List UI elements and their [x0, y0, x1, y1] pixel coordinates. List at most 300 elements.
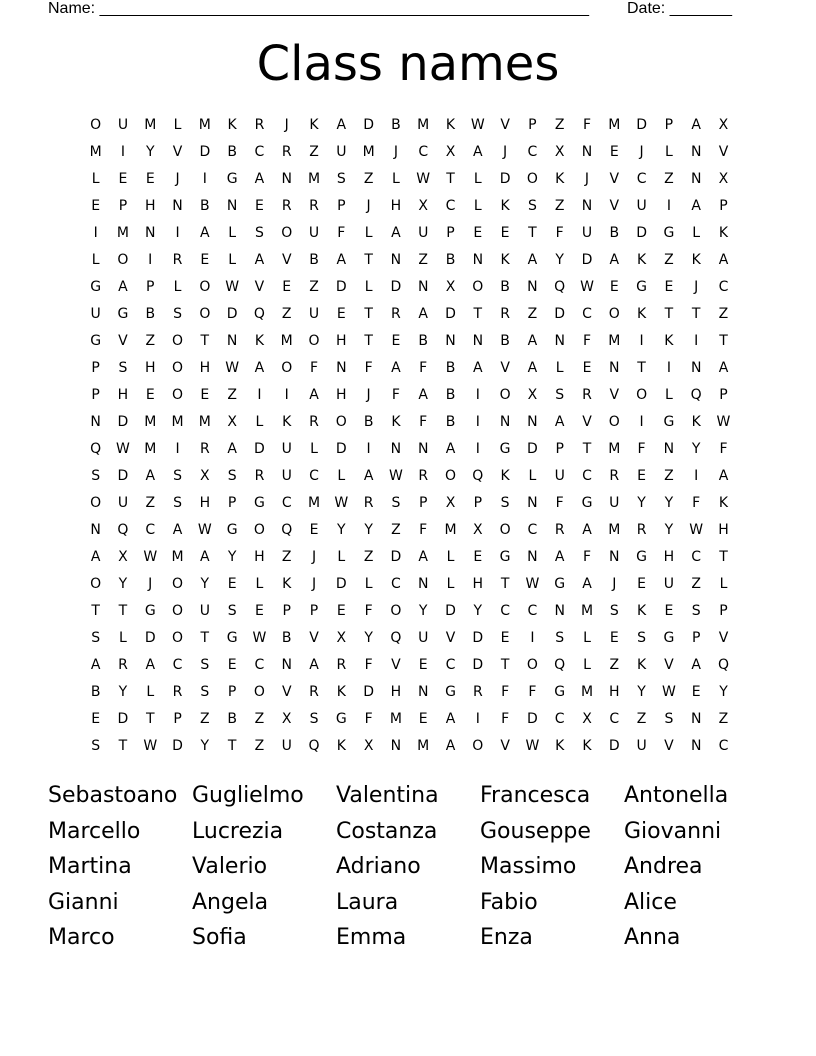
grid-letter: P [173, 711, 182, 727]
grid-letter: Z [691, 576, 701, 592]
grid-letter: V [718, 144, 729, 160]
grid-letter: S [118, 360, 128, 376]
grid-letter: O [199, 279, 211, 295]
grid-letter: H [472, 576, 484, 592]
word-list-item: Fabio [480, 889, 538, 915]
grid-row [82, 274, 737, 301]
grid-letter: Y [200, 576, 210, 592]
grid-letter: N [527, 414, 538, 430]
grid-letter: N [554, 603, 565, 619]
word-list [48, 778, 768, 956]
grid-letter: Z [554, 198, 565, 214]
word-list-item: Giovanni [624, 818, 722, 844]
grid-letter: H [718, 522, 729, 538]
word-search-grid [82, 112, 737, 760]
grid-letter: U [418, 225, 429, 241]
word-list-item: Adriano [336, 854, 421, 879]
grid-letter: G [226, 630, 238, 646]
grid-letter: Z [363, 549, 374, 565]
grid-letter: B [391, 117, 401, 133]
grid-letter: C [309, 468, 319, 484]
grid-letter: H [144, 360, 156, 376]
grid-letter: I [475, 387, 480, 403]
grid-letter: Z [227, 387, 237, 403]
grid-letter: S [173, 306, 182, 322]
word-list-item: Enza [480, 925, 533, 950]
grid-letter: T [500, 657, 510, 673]
grid-letter: V [664, 738, 674, 754]
grid-letter: H [144, 198, 156, 214]
grid-letter: N [281, 657, 292, 673]
grid-letter: G [254, 495, 265, 511]
grid-letter: I [639, 414, 644, 430]
grid-letter: C [391, 576, 401, 592]
grid-letter: T [145, 711, 155, 727]
grid-letter: Q [554, 279, 566, 295]
grid-letter: N [417, 279, 429, 295]
grid-letter: V [391, 657, 401, 673]
grid-letter: E [664, 603, 674, 619]
grid-letter: O [199, 306, 211, 322]
word-list-item: Andrea [624, 854, 703, 879]
grid-letter: W [225, 279, 240, 295]
grid-letter: R [172, 684, 183, 700]
grid-letter: R [363, 495, 374, 511]
grid-letter: T [118, 603, 128, 619]
grid-letter: K [691, 414, 701, 430]
grid-letter: Z [309, 144, 319, 160]
grid-letter: E [664, 279, 674, 295]
grid-letter: F [501, 711, 510, 727]
grid-letter: G [663, 630, 675, 646]
grid-letter: A [118, 279, 128, 295]
grid-letter: I [175, 225, 180, 241]
grid-letter: A [527, 360, 538, 376]
grid-letter: Z [200, 711, 210, 727]
grid-letter: N [554, 333, 565, 349]
grid-letter: P [719, 603, 728, 619]
grid-letter: I [120, 144, 126, 160]
grid-letter: L [228, 252, 237, 268]
grid-letter: K [582, 738, 592, 754]
grid-letter: I [93, 225, 98, 241]
grid-letter: B [445, 252, 456, 268]
grid-letter: D [390, 279, 402, 295]
grid-letter: K [391, 414, 401, 430]
grid-letter: X [718, 171, 729, 187]
grid-letter: S [691, 603, 701, 619]
grid-letter: S [555, 630, 565, 646]
grid-letter: T [719, 333, 728, 349]
grid-letter: P [418, 495, 428, 511]
grid-letter: Y [418, 603, 428, 619]
grid-letter: A [718, 468, 729, 484]
grid-letter: U [554, 468, 565, 484]
grid-letter: O [335, 414, 347, 430]
grid-letter: G [445, 684, 456, 700]
word-list-item: Emma [336, 925, 407, 950]
grid-letter: W [197, 522, 212, 538]
grid-letter: G [90, 333, 102, 349]
grid-letter: B [445, 387, 456, 403]
grid-letter: N [527, 279, 538, 295]
grid-letter: Y [637, 495, 646, 511]
grid-letter: V [254, 279, 265, 295]
grid-letter: K [254, 333, 265, 349]
grid-row [82, 220, 737, 247]
grid-letter: D [390, 549, 402, 565]
grid-letter: Q [308, 738, 320, 754]
word-list-item: Martina [48, 854, 132, 879]
grid-letter: H [390, 198, 402, 214]
grid-letter: V [609, 387, 620, 403]
grid-letter: N [527, 549, 538, 565]
word-list-item: Sofia [192, 925, 247, 950]
grid-letter: M [116, 225, 129, 241]
grid-letter: I [257, 387, 262, 403]
grid-letter: F [582, 333, 592, 349]
grid-letter: T [200, 630, 210, 646]
grid-letter: R [636, 522, 647, 538]
grid-letter: F [501, 684, 510, 700]
grid-letter: C [254, 657, 265, 673]
grid-letter: K [227, 117, 237, 133]
grid-letter: R [118, 657, 128, 673]
grid-letter: U [308, 225, 320, 241]
grid-letter: A [691, 198, 701, 214]
grid-letter: G [554, 684, 566, 700]
grid-letter: F [528, 684, 537, 700]
grid-letter: T [637, 360, 646, 376]
grid-letter: A [527, 333, 538, 349]
grid-letter: P [691, 630, 701, 646]
grid-letter: Y [637, 684, 646, 700]
grid-letter: W [470, 117, 485, 133]
grid-letter: H [390, 684, 402, 700]
grid-row [82, 355, 737, 382]
grid-letter: R [309, 198, 319, 214]
grid-letter: K [636, 306, 647, 322]
grid-letter: Q [554, 657, 566, 673]
grid-letter: N [690, 144, 702, 160]
grid-letter: A [609, 252, 620, 268]
grid-letter: U [281, 738, 292, 754]
grid-letter: S [254, 225, 264, 241]
grid-letter: D [117, 414, 129, 430]
grid-letter: L [364, 225, 373, 241]
grid-row [82, 517, 737, 544]
grid-letter: X [418, 198, 428, 214]
grid-letter: O [608, 306, 620, 322]
grid-letter: K [718, 495, 729, 511]
grid-letter: I [694, 333, 699, 349]
word-list-item: Valentina [336, 783, 439, 808]
grid-letter: B [500, 333, 510, 349]
grid-letter: K [636, 252, 647, 268]
grid-letter: O [281, 360, 293, 376]
word-list-item: Massimo [480, 854, 577, 879]
grid-letter: V [609, 198, 620, 214]
grid-letter: C [500, 603, 510, 619]
grid-letter: K [500, 198, 510, 214]
grid-letter: Q [472, 468, 484, 484]
word-row [48, 778, 768, 814]
grid-letter: W [689, 522, 704, 538]
grid-letter: Z [309, 279, 319, 295]
grid-letter: U [90, 306, 101, 322]
grid-letter: E [227, 657, 237, 673]
grid-row [82, 625, 737, 652]
grid-letter: N [472, 333, 484, 349]
grid-letter: L [91, 171, 100, 187]
grid-letter: K [691, 252, 701, 268]
grid-letter: Z [609, 657, 620, 673]
grid-letter: Y [118, 576, 128, 592]
grid-letter: Z [391, 522, 401, 538]
grid-letter: J [393, 144, 398, 160]
grid-letter: Z [281, 306, 292, 322]
grid-letter: T [500, 576, 510, 592]
grid-letter: L [228, 225, 237, 241]
grid-letter: Z [718, 306, 729, 322]
grid-letter: A [418, 549, 428, 565]
grid-letter: T [719, 549, 728, 565]
grid-letter: Z [664, 171, 674, 187]
word-list-item: Francesca [480, 783, 591, 808]
grid-letter: Y [118, 684, 128, 700]
grid-letter: L [337, 468, 346, 484]
grid-letter: O [172, 360, 184, 376]
grid-letter: L [337, 549, 346, 565]
grid-letter: P [555, 441, 564, 457]
grid-letter: V [582, 414, 592, 430]
grid-letter: E [227, 576, 237, 592]
grid-letter: T [364, 306, 373, 322]
grid-letter: N [281, 171, 292, 187]
grid-letter: N [690, 738, 702, 754]
grid-letter: L [692, 225, 701, 241]
grid-letter: J [311, 549, 317, 565]
grid-letter: U [636, 198, 647, 214]
grid-letter: A [418, 306, 428, 322]
grid-letter: R [281, 144, 292, 160]
word-list-item: Costanza [336, 818, 438, 844]
grid-letter: Q [281, 522, 293, 538]
word-row [48, 885, 768, 921]
grid-letter: X [227, 414, 237, 430]
grid-letter: I [175, 441, 180, 457]
grid-letter: W [143, 738, 158, 754]
word-list-item: Alice [624, 889, 677, 915]
grid-letter: D [335, 576, 347, 592]
grid-letter: V [500, 360, 510, 376]
grid-letter: U [199, 603, 210, 619]
grid-letter: P [446, 225, 455, 241]
word-list-item: Marco [48, 925, 115, 950]
grid-letter: L [119, 630, 127, 646]
grid-letter: X [118, 549, 128, 565]
grid-letter: P [282, 603, 291, 619]
grid-letter: C [609, 711, 620, 727]
grid-letter: Z [281, 549, 292, 565]
grid-letter: O [90, 576, 102, 592]
grid-letter: R [199, 441, 210, 457]
grid-letter: E [91, 711, 101, 727]
grid-letter: D [499, 171, 511, 187]
grid-letter: E [336, 603, 346, 619]
grid-letter: U [636, 738, 647, 754]
grid-letter: T [364, 252, 373, 268]
grid-letter: L [91, 252, 100, 268]
grid-letter: S [637, 630, 647, 646]
word-list-item: Sebastoano [48, 783, 178, 808]
grid-letter: E [473, 225, 483, 241]
grid-letter: T [200, 333, 210, 349]
grid-letter: U [663, 576, 674, 592]
grid-letter: A [254, 360, 265, 376]
grid-letter: S [555, 387, 565, 403]
grid-letter: C [527, 144, 538, 160]
grid-letter: J [584, 171, 590, 187]
grid-letter: X [527, 387, 538, 403]
grid-letter: X [582, 711, 592, 727]
grid-letter: N [690, 360, 702, 376]
grid-letter: Y [337, 522, 346, 538]
grid-letter: L [392, 171, 400, 187]
grid-letter: E [500, 225, 510, 241]
grid-letter: T [528, 225, 537, 241]
grid-letter: E [200, 387, 210, 403]
grid-letter: D [636, 225, 647, 241]
grid-letter: D [172, 738, 183, 754]
grid-letter: F [337, 225, 346, 241]
grid-letter: L [173, 279, 182, 295]
grid-letter: K [500, 252, 510, 268]
grid-letter: E [145, 387, 155, 403]
grid-letter: H [254, 549, 265, 565]
grid-letter: A [554, 414, 565, 430]
grid-letter: Y [555, 252, 564, 268]
grid-letter: P [227, 684, 237, 700]
grid-letter: C [718, 738, 729, 754]
grid-letter: G [144, 603, 156, 619]
grid-letter: H [609, 684, 620, 700]
grid-letter: L [528, 468, 537, 484]
grid-letter: A [309, 387, 319, 403]
grid-letter: R [609, 468, 620, 484]
grid-row [82, 301, 737, 328]
grid-letter: U [418, 630, 429, 646]
grid-letter: Z [664, 468, 674, 484]
grid-letter: F [419, 414, 428, 430]
grid-letter: F [555, 225, 564, 241]
grid-letter: A [309, 657, 319, 673]
grid-letter: B [145, 306, 156, 322]
grid-letter: Y [364, 630, 373, 646]
grid-letter: M [144, 441, 157, 457]
grid-letter: C [445, 198, 456, 214]
grid-letter: A [445, 738, 456, 754]
grid-letter: E [609, 279, 619, 295]
grid-letter: O [526, 171, 538, 187]
grid-letter: M [198, 414, 211, 430]
grid-row [82, 544, 737, 571]
grid-letter: Z [554, 117, 565, 133]
grid-letter: W [334, 495, 349, 511]
grid-letter: B [418, 333, 429, 349]
grid-letter: B [227, 711, 237, 727]
grid-letter: Z [418, 252, 428, 268]
grid-letter: N [390, 252, 402, 268]
grid-letter: O [172, 576, 184, 592]
grid-letter: O [308, 333, 320, 349]
grid-letter: L [664, 387, 673, 403]
grid-letter: Q [90, 441, 102, 457]
grid-letter: I [639, 333, 644, 349]
grid-letter: Y [691, 441, 701, 457]
grid-letter: L [255, 414, 264, 430]
word-list-item: Laura [336, 889, 399, 915]
grid-letter: N [417, 441, 429, 457]
grid-letter: S [309, 711, 319, 727]
grid-letter: L [364, 279, 373, 295]
grid-letter: O [253, 684, 265, 700]
grid-letter: M [144, 117, 157, 133]
grid-letter: F [364, 603, 373, 619]
grid-letter: A [363, 468, 374, 484]
grid-letter: J [366, 387, 371, 403]
word-row [48, 920, 768, 956]
grid-letter: O [172, 387, 184, 403]
grid-letter: F [719, 441, 728, 457]
grid-letter: L [364, 576, 373, 592]
grid-letter: W [525, 576, 540, 592]
grid-letter: W [388, 468, 403, 484]
grid-letter: Z [636, 711, 647, 727]
grid-letter: E [391, 333, 401, 349]
grid-letter: C [281, 495, 292, 511]
grid-row [82, 652, 737, 679]
grid-letter: E [255, 198, 264, 214]
grid-letter: L [173, 117, 182, 133]
grid-letter: D [363, 117, 374, 133]
word-list-item: Anna [624, 925, 681, 950]
grid-letter: X [473, 522, 483, 538]
grid-letter: F [309, 360, 319, 376]
grid-letter: A [691, 117, 701, 133]
grid-letter: D [445, 306, 456, 322]
grid-letter: E [473, 549, 483, 565]
grid-letter: A [473, 360, 483, 376]
grid-letter: F [582, 549, 592, 565]
grid-letter: N [581, 144, 593, 160]
grid-letter: V [664, 657, 674, 673]
grid-letter: P [91, 360, 100, 376]
grid-letter: B [200, 198, 210, 214]
grid-letter: A [200, 549, 210, 565]
grid-letter: A [691, 657, 701, 673]
grid-letter: S [500, 495, 510, 511]
grid-row [82, 328, 737, 355]
grid-letter: I [475, 441, 480, 457]
grid-letter: A [336, 252, 347, 268]
grid-letter: X [445, 144, 456, 160]
grid-letter: Y [200, 738, 210, 754]
grid-letter: J [148, 576, 153, 592]
grid-row [82, 679, 737, 706]
grid-letter: U [281, 441, 292, 457]
grid-letter: P [227, 495, 237, 511]
